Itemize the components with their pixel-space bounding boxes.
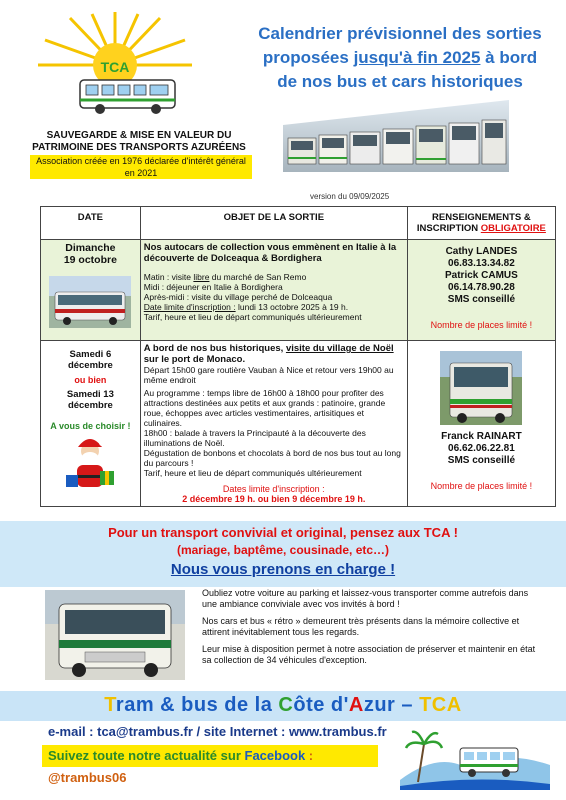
city-bus-photo [440, 351, 522, 425]
service-description [202, 588, 542, 672]
contact-phone: 06.14.78.90.28 [448, 282, 515, 293]
row1-date-cell [41, 240, 141, 341]
contact-name: Patrick CAMUS [445, 270, 518, 281]
coast-bus-illustration [400, 720, 550, 790]
facebook-link[interactable]: Suivez toute notre actualité sur Facebook : @trambus06 [42, 745, 378, 767]
row1-info-cell [407, 240, 555, 341]
row2-date-b-month: décembre [67, 400, 113, 411]
table-row [41, 341, 556, 507]
coach-photo [49, 276, 131, 328]
contact-email-website[interactable]: e-mail : tca@trambus.fr / site Internet : www.trambus.fr [48, 724, 387, 739]
association-name: SAUVEGARDE & MISE EN VALEUR DU PATRIMOINE DES TRANSPORTS AZURÉENS [32, 130, 246, 153]
sms-note: SMS conseillé [447, 294, 516, 305]
places-limit: Nombre de places limité ! [430, 481, 533, 491]
contact-phone: 06.83.13.34.82 [448, 258, 515, 269]
row1-limite: Date limite d'inscription : lundi 13 octobre 2025 à 19 h. [143, 302, 349, 312]
logo-text: TCA [100, 59, 130, 75]
sms-note: SMS conseillé [447, 455, 516, 466]
row2-choose: A vous de choisir ! [50, 421, 131, 431]
contact-phone: 06.62.06.22.81 [448, 443, 515, 454]
row2-date-a-month: décembre [67, 360, 113, 371]
row1-matin: Matin : visite libre du marché de San Remo [143, 272, 307, 282]
row2-tarif: Tarif, heure et lieu de départ communiqués ultérieurement [143, 468, 362, 478]
row2-date-cell [41, 341, 141, 507]
paragraph: Nos cars et bus « rétro » demeurent très présents dans la mémoire collective et attirent inévitablement tous les regards. [202, 616, 520, 637]
contact-name: Cathy LANDES [445, 246, 518, 257]
santa-icon [60, 437, 120, 493]
paragraph: Oubliez votre voiture au parking et laissez-vous transporter comme autrefois dans une ambiance conviviale avec vos invités à bord ! [202, 588, 529, 609]
bus-fleet-photo [283, 100, 509, 172]
row2-programme: Au programme : temps libre de 16h00 à 18h00 pour profiter des attractions destinées aux petits et aux grands : patinoire, grande roue, échoppes avec articles vestimentaires, artisitiques et culinaires. [143, 388, 386, 428]
page-title: Calendrier prévisionnel des sorties proposées jusqu'à fin 2025 à bord de nos bus et cars historiques [258, 24, 542, 91]
row1-lead: Nos autocars de collection vous emmènent en Italie à la découverte de Dolceaqua & Bordighera [143, 242, 397, 264]
header-info: RENSEIGNEMENTS & INSCRIPTION OBLIGATOIRE [407, 207, 555, 240]
association-info: Association créée en 1976 déclarée d'intérêt général en 2021 [30, 155, 252, 179]
version-date: version du 09/09/2025 [310, 192, 390, 201]
promo-line-2: (mariage, baptême, cousinade, etc…) [176, 543, 390, 557]
row2-degustation: Dégustation de bonbons et chocolats à bord de nos bus tout au long du parcours ! [143, 448, 401, 468]
tca-logo [10, 10, 235, 130]
promo-line-3: Nous vous prenons en charge ! [170, 561, 396, 578]
row2-or: ou bien [74, 375, 107, 385]
row1-tarif: Tarif, heure et lieu de départ communiqués ultérieurement [143, 312, 362, 322]
row2-date-b-day: Samedi 13 [66, 389, 114, 400]
outings-table [40, 206, 556, 507]
table-row [41, 240, 556, 341]
row1-date-month: 19 octobre [63, 254, 117, 266]
row1-midi: Midi : déjeuner en Italie à Bordighera [143, 282, 283, 292]
contact-name: Franck RAINART [441, 431, 522, 442]
row2-depart: Départ 15h00 gare routière Vauban à Nice et retour vers 19h00 au même endroit [143, 365, 394, 385]
footer-title: Tram & bus de la Côte d'Azur – TCA [104, 694, 462, 716]
sun-logo-icon [30, 10, 200, 120]
footer-title-band [0, 691, 566, 721]
row2-object-cell [140, 341, 407, 507]
places-limit: Nombre de places limité ! [430, 320, 533, 330]
row2-deadlines: Dates limite d'inscription : 2 décembre 19 h. ou bien 9 décembre 19 h. [182, 484, 366, 504]
row2-lead: A bord de nos bus historiques, visite du village de Noël sur le port de Monaco. [143, 343, 394, 365]
paragraph: Leur mise à disposition permet à notre association de préserver et maintenir en état sa collection de 34 véhicules d'exception. [202, 644, 536, 665]
vintage-bus-photo [45, 590, 185, 680]
row1-apres-midi: Après-midi : visite du village perché de Dolceaqua [143, 292, 333, 302]
row2-balade: 18h00 : balade à travers la Principauté à la découverte des illuminations de Noël. [143, 428, 366, 448]
table-header-row [41, 207, 556, 240]
promo-banner [0, 521, 566, 587]
row1-object-cell [140, 240, 407, 341]
header-objet: OBJET DE LA SORTIE [140, 207, 407, 240]
row2-info-cell [407, 341, 555, 507]
promo-line-1: Pour un transport convivial et original, pensez aux TCA ! [108, 525, 458, 540]
row1-date-day: Dimanche [65, 242, 116, 254]
header-date: DATE [41, 207, 141, 240]
row2-date-a-day: Samedi 6 [69, 349, 112, 360]
